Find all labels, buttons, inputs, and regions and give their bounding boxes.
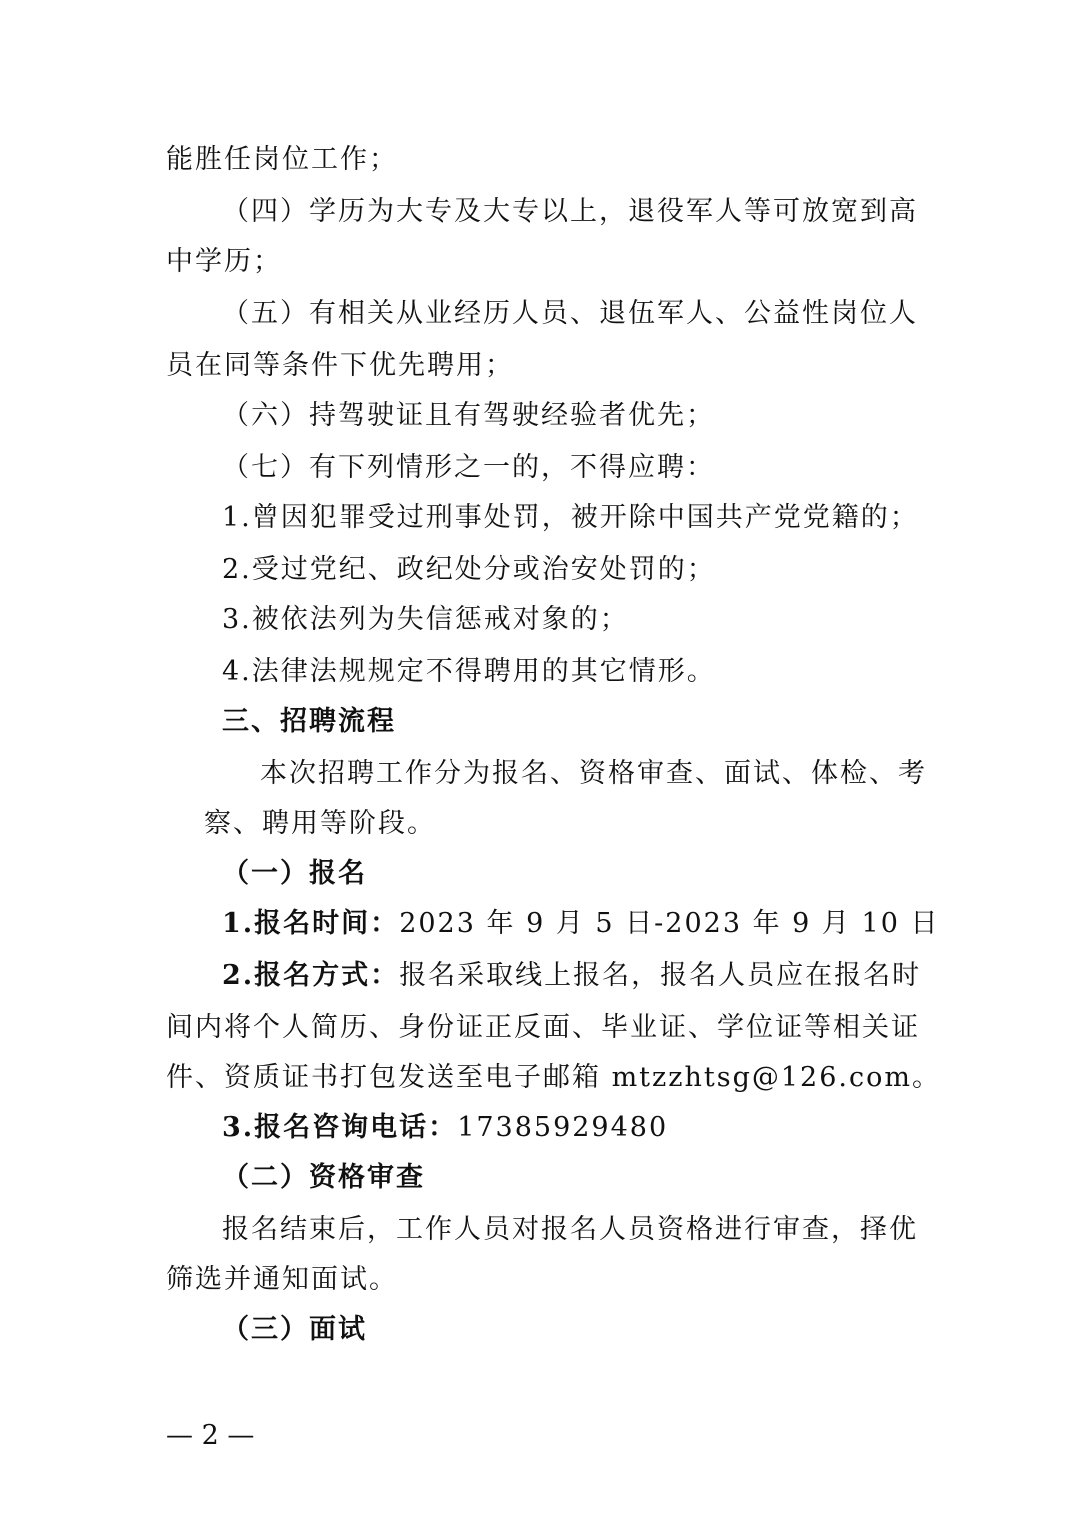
text-line: （四）学历为大专及大专以上，退役军人等可放宽到高 — [222, 196, 918, 227]
text-line: 员在同等条件下优先聘用； — [166, 350, 514, 381]
page-number: — 2 — — [166, 1420, 255, 1451]
text-line: 2.受过党纪、政纪处分或治安处罚的； — [222, 554, 716, 585]
text-line: 间内将个人简历、身份证正反面、毕业证、学位证等相关证 — [166, 1012, 920, 1043]
signup-time-label: 1.报名时间： — [222, 908, 400, 939]
signup-phone-value: 17385929480 — [457, 1112, 669, 1143]
subsection-heading: （一）报名 — [222, 858, 367, 889]
text-line: （七）有下列情形之一的，不得应聘： — [222, 452, 715, 483]
signup-time-line — [222, 906, 939, 942]
text-line: 3.被依法列为失信惩戒对象的； — [222, 604, 629, 635]
text-line: 筛选并通知面试。 — [166, 1264, 398, 1295]
text-line: 能胜任岗位工作； — [166, 144, 398, 175]
text-line: （六）持驾驶证且有驾驶经验者优先； — [222, 400, 715, 431]
signup-method-value: 报名采取线上报名，报名人员应在报名时 — [399, 960, 922, 991]
text-line: （五）有相关从业经历人员、退伍军人、公益性岗位人 — [222, 298, 918, 329]
signup-time-value: 2023 年 9 月 5 日-2023 年 9 月 10 日 — [399, 908, 940, 939]
subsection-heading: （二）资格审查 — [222, 1162, 425, 1193]
signup-method-label: 2.报名方式： — [222, 960, 400, 991]
text-line: 察、聘用等阶段。 — [204, 808, 436, 839]
text-line: 件、资质证书打包发送至电子邮箱 mtzzhtsg@126.com。 — [166, 1062, 941, 1093]
text-line: 4.法律法规规定不得聘用的其它情形。 — [222, 656, 716, 687]
signup-phone-label: 3.报名咨询电话： — [222, 1112, 458, 1143]
text-line: 中学历； — [166, 246, 282, 277]
signup-phone-line — [222, 1110, 668, 1146]
text-line: 报名结束后，工作人员对报名人员资格进行审查，择优 — [222, 1214, 918, 1245]
text-line: 1.曾因犯罪受过刑事处罚，被开除中国共产党党籍的； — [222, 502, 919, 533]
text-line: 本次招聘工作分为报名、资格审查、面试、体检、考 — [260, 758, 927, 789]
subsection-heading: （三）面试 — [222, 1314, 367, 1345]
signup-method-line — [222, 958, 921, 994]
section-heading: 三、招聘流程 — [222, 706, 396, 737]
